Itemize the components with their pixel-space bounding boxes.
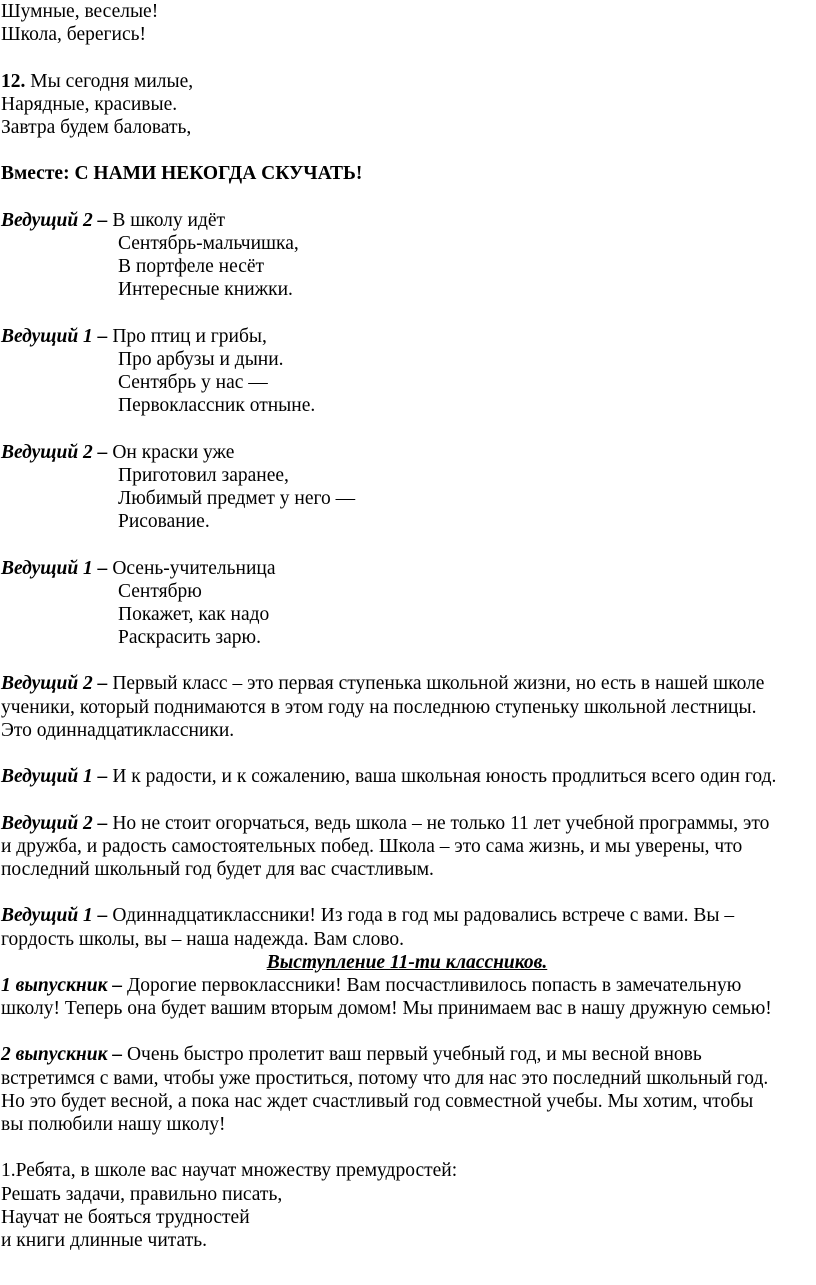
speaker-label: Ведущий 2 – [1, 441, 108, 463]
speaker-label: Ведущий 2 – [1, 673, 108, 695]
host-line [1, 557, 813, 580]
poem-line: Научат не бояться трудностей [1, 1206, 250, 1228]
speaker-label: Ведущий 1 – [1, 557, 108, 579]
text-line: Раскрасить зарю. [118, 627, 261, 649]
text-line: В портфеле несёт [118, 256, 265, 278]
text-line: встретимся с вами, чтобы уже проститься, потому что для нас это последний школьный год. [1, 1067, 769, 1089]
speaker-label: Ведущий 1 – [1, 766, 108, 788]
speaker-label: Ведущий 1 – [1, 905, 108, 927]
text-line: Сентябрю [118, 580, 202, 602]
text-span: Первый класс – это первая ступенька школьной жизни, но есть в нашей школе [107, 673, 765, 695]
text-line: Интересные книжки. [118, 279, 293, 301]
text-line: Про арбузы и дыни. [118, 348, 284, 370]
speaker-label: Ведущий 2 – [1, 812, 108, 834]
text-span: Очень быстро пролетит ваш первый учебный год, и мы весной вновь [122, 1044, 702, 1066]
section-title: Выступление 11-ти классников. [266, 951, 548, 973]
text-line: Сентябрь-мальчишка, [118, 232, 299, 254]
text-line: гордость школы, вы – наша надежда. Вам слово. [1, 928, 405, 950]
document-page [1, 0, 813, 1252]
host-line [1, 325, 813, 348]
host-line [1, 765, 813, 788]
text-span: И к радости, и к сожалению, ваша школьная юность продлиться всего один год. [107, 766, 777, 788]
text-span: Мы сегодня милые, [25, 70, 194, 92]
host-line [1, 904, 813, 927]
together-line [1, 162, 813, 185]
stanza-number: 12. [1, 70, 26, 92]
poem-line: и книги длинные читать. [1, 1229, 207, 1251]
text-span: Но не стоит огорчаться, ведь школа – не только 11 лет учебной программы, это [107, 812, 770, 834]
text-span: В школу идёт [107, 209, 226, 231]
text-line: Но это будет весной, а пока нас ждет счастливый год совместной учебы. Мы хотим, чтобы [1, 1090, 754, 1112]
graduate-line [1, 974, 813, 997]
text-line: последний школьный год будет для вас счастливым. [1, 858, 434, 880]
together-text: С НАМИ НЕКОГДА СКУЧАТЬ! [69, 163, 363, 185]
host-line [1, 812, 813, 835]
speaker-label: Ведущий 1 – [1, 325, 108, 347]
speaker-label: 1 выпускник – [1, 974, 123, 996]
text-line: Завтра будем баловать, [1, 116, 192, 138]
speaker-label: 2 выпускник – [1, 1044, 123, 1066]
text-line: Покажет, как надо [118, 603, 270, 625]
text-span: Он краски уже [107, 441, 235, 463]
text-line: Приготовил заранее, [118, 464, 289, 486]
text-span: Дорогие первоклассники! Вам посчастливилось попасть в замечательную [122, 974, 742, 996]
text-line: ученики, который поднимаются в этом году на последнюю ступеньку школьной лестницы. [1, 696, 757, 718]
graduate-line [1, 1043, 813, 1066]
host-line [1, 441, 813, 464]
text-line: школу! Теперь она будет вашим вторым домом! Мы принимаем вас в нашу дружную семью! [1, 998, 772, 1020]
together-label: Вместе: [1, 163, 70, 185]
text-line: Первоклассник отныне. [118, 395, 316, 417]
host-line [1, 209, 813, 232]
text-line: Любимый предмет у него — [118, 487, 356, 509]
text-line: Нарядные, красивые. [1, 93, 178, 115]
text-span: Осень-учительница [107, 557, 276, 579]
text-span: Про птиц и грибы, [107, 325, 267, 347]
speaker-label: Ведущий 2 – [1, 209, 108, 231]
text-span: Одиннадцатиклассники! Из года в год мы радовались встрече с вами. Вы – [107, 905, 735, 927]
text-line: и дружба, и радость самостоятельных побед. Школа – это сама жизнь, и мы уверены, что [1, 835, 743, 857]
stanza-12-line [1, 70, 813, 93]
text-line: вы полюбили нашу школу! [1, 1114, 226, 1135]
text-line: Рисование. [118, 511, 210, 533]
poem-line: Решать задачи, правильно писать, [1, 1183, 283, 1205]
text-line: Сентябрь у нас — [118, 372, 268, 393]
text-line: Это одиннадцатиклассники. [1, 719, 235, 741]
text-line: Школа, берегись! [1, 24, 146, 46]
poem-line: 1.Ребята, в школе вас научат множеству премудростей: [1, 1160, 458, 1182]
text-line: Шумные, веселые! [1, 1, 159, 22]
host-line [1, 672, 813, 695]
